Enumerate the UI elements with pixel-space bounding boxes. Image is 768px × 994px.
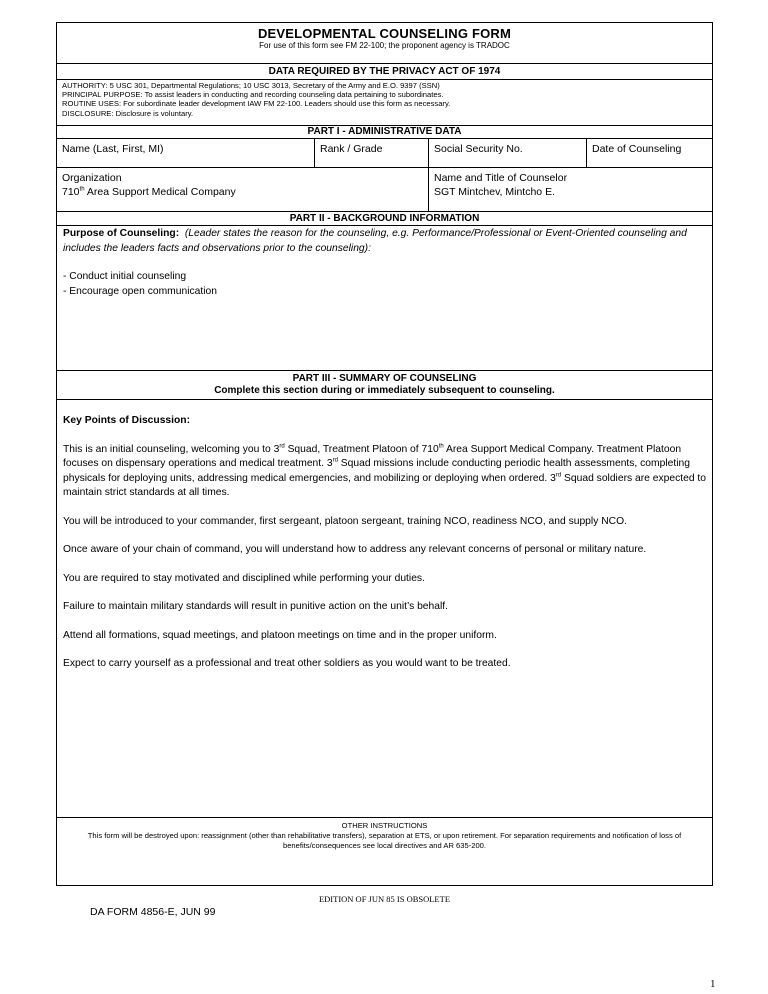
discussion-paragraph: You will be introduced to your commander, first sergeant, platoon sergeant, training NCO, readiness NCO, and supply NCO. [63,515,627,527]
privacy-authority: AUTHORITY: 5 USC 301, Departmental Regulations; 10 USC 3013, Secretary of the Army and E.O. 9397 (SSN) [62,81,440,90]
date-field[interactable] [586,139,712,167]
counseling-form [56,22,713,886]
summary-section[interactable] [57,400,712,818]
privacy-act-heading: DATA REQUIRED BY THE PRIVACY ACT OF 1974 [57,64,712,80]
part3-heading: PART III - SUMMARY OF COUNSELING [292,373,477,384]
ssn-label: Social Security No. [434,143,523,155]
purpose-statement [63,227,706,256]
rank-label: Rank / Grade [320,143,383,155]
counselor-value: SGT Mintchev, Mintcho E. [434,186,555,198]
privacy-routine-uses: ROUTINE USES: For subordinate leader development IAW FM 22-100. Leaders should use this form as necessary. [62,99,451,109]
organization-value: 710th Area Support Medical Company [62,186,236,198]
discussion-paragraph: Failure to maintain military standards will result in punitive action on the unit’s behalf. [63,601,448,612]
edition-note: EDITION OF JUN 85 IS OBSOLETE [318,894,451,904]
privacy-act-text [57,80,712,126]
part2-heading: PART II - BACKGROUND INFORMATION [57,212,712,226]
intro-paragraph: This is an initial counseling, welcoming you to 3rd Squad, Treatment Platoon of 710th Area Support Medical Company. Treatment Platoon focuses on dispensary operations and medical treatment. 3rd Squad missions include conducting periodic health assessments, completing physicals for deploying units, addressing medical emergencies, and mobilizing or deploying when ordered. 3rd Squad soldiers are expected to maintain strict standards at all times. [63,443,706,498]
admin-row-1 [57,139,712,168]
privacy-principal-purpose: PRINCIPAL PURPOSE: To assist leaders in conducting and recording counseling data pertaining to subordinates. [62,90,444,100]
name-label: Name (Last, First, MI) [62,143,164,155]
purpose-section[interactable] [57,226,712,371]
page-number: 1 [710,978,716,990]
date-label: Date of Counseling [592,143,682,155]
part3-subheading: Complete this section during or immediately subsequent to counseling. [214,385,555,396]
ssn-field[interactable] [428,139,586,167]
admin-row-2 [57,168,712,212]
counselor-field[interactable] [428,168,712,211]
other-instructions-text: This form will be destroyed upon: reassignment (other than rehabilitative transfers), separation at ETS, or upon retirement. For separation requirements and notification of loss of benefits/consequences see local directives and AR 635-200. [87,831,682,850]
key-points-label: Key Points of Discussion: [63,415,191,426]
discussion-paragraph: You are required to stay motivated and disciplined while performing your duties. [63,572,425,584]
organization-label: Organization [62,172,122,184]
form-subtitle: For use of this form see FM 22-100; the proponent agency is TRADOC [259,41,510,50]
discussion-paragraph: Expect to carry yourself as a professional and treat other soldiers as you would want to be treated. [63,658,511,669]
part1-heading: PART I - ADMINISTRATIVE DATA [57,126,712,139]
purpose-instructions: (Leader states the reason for the counseling, e.g. Performance/Professional or Event-Oriented counseling and includes the leaders facts and observations prior to the counseling): [63,228,687,254]
form-title: DEVELOPMENTAL COUNSELING FORM [257,26,512,41]
purpose-item: - Encourage open communication [63,285,217,297]
name-field[interactable] [57,139,314,167]
other-instructions [57,818,712,885]
privacy-disclosure: DISCLOSURE: Disclosure is voluntary. [62,108,194,118]
rank-field[interactable] [314,139,428,167]
purpose-item: - Conduct initial counseling [63,271,187,282]
part3-header [57,371,712,400]
form-header [57,23,712,64]
counselor-label: Name and Title of Counselor [434,172,568,184]
purpose-label: Purpose of Counseling: [63,228,180,239]
discussion-paragraph: Attend all formations, squad meetings, and platoon meetings on time and in the proper uniform. [63,629,497,641]
organization-field[interactable] [57,168,428,211]
other-instructions-heading: OTHER INSTRUCTIONS [341,821,428,830]
form-number: DA FORM 4856-E, JUN 99 [90,906,216,918]
discussion-paragraph: Once aware of your chain of command, you will understand how to address any relevant concerns of personal or military nature. [63,544,647,555]
